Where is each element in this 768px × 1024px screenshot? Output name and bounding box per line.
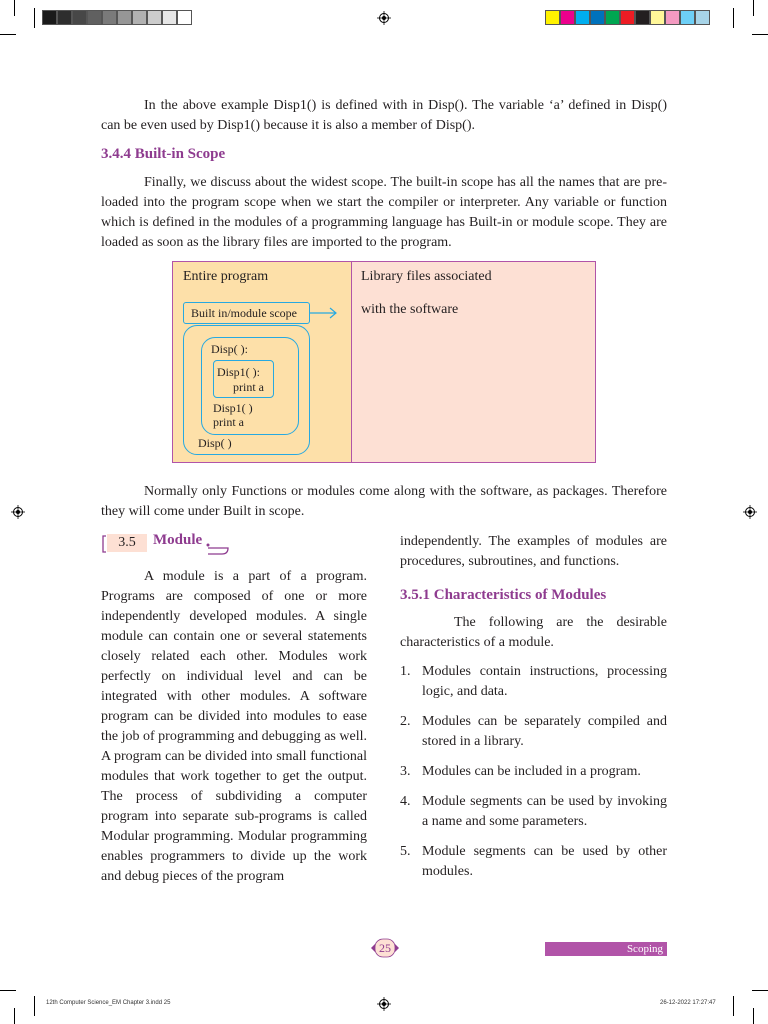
list-item: 4. Module segments can be used by invoking a name and some parameters. (400, 794, 667, 829)
characteristics-intro: The following are the desirable characteristics of a module. (400, 615, 667, 650)
list-item: 3. Modules can be included in a program. (400, 764, 641, 779)
characteristics-list (400, 662, 667, 892)
color-swatch (605, 10, 620, 25)
library-files-panel (352, 262, 595, 462)
gray-swatch (42, 10, 57, 25)
registration-mark-icon (11, 505, 25, 519)
after-figure-paragraph: Normally only Functions or modules come along with the software, as packages. Therefore they will come under Built in scope. (101, 484, 667, 519)
list-item: 2. Modules can be separately compiled and stored in a library. (400, 714, 667, 749)
color-swatch (620, 10, 635, 25)
gray-swatch (72, 10, 87, 25)
library-files-label-cont: with the software (361, 302, 459, 317)
disp-call: Disp( ) (198, 436, 232, 450)
arrow-right-icon (310, 306, 338, 320)
color-swatch (695, 10, 710, 25)
gray-swatch (162, 10, 177, 25)
library-files-label: Library files associated (361, 269, 492, 284)
builtin-scope-paragraph: Finally, we discuss about the widest scope. The built-in scope has all the names that are pre-loaded into the program scope when we start the compiler or interpreter. Any variable or function which is defined in the modules of a programming language has Built-in or module scope. They are loaded as soon as the library files are imported to the program. (101, 175, 667, 250)
builtin-scope-heading: 3.4.4 Built-in Scope (101, 146, 226, 162)
color-swatch (635, 10, 650, 25)
intro-paragraph: In the above example Disp1() is defined with in Disp(). The variable ‘a’ defined in Disp() can be even used by Disp1() because it is also a member of Disp(). (101, 98, 667, 133)
gray-swatch (87, 10, 102, 25)
disp1-print: print a (233, 380, 264, 394)
list-item: 1. Modules contain instructions, processing logic, and data. (400, 664, 667, 699)
registration-mark-icon (377, 997, 391, 1011)
timestamp-slug: 26-12-2022 17:27:47 (660, 1000, 716, 1006)
entire-program-label: Entire program (183, 269, 269, 284)
gray-swatch (147, 10, 162, 25)
page-number: 25 (379, 941, 391, 955)
registration-mark-icon (743, 505, 757, 519)
gray-swatch (117, 10, 132, 25)
list-item: 5. Module segments can be used by other modules. (400, 844, 667, 879)
color-swatch (560, 10, 575, 25)
disp1-header: Disp1( ): (217, 365, 260, 379)
color-swatch (680, 10, 695, 25)
color-swatch (590, 10, 605, 25)
gray-swatch (102, 10, 117, 25)
registration-mark-icon (377, 11, 391, 25)
section-title: Module (153, 532, 203, 548)
gray-swatch (132, 10, 147, 25)
color-swatch (665, 10, 680, 25)
section-number: 3.5 (107, 534, 147, 552)
gray-color-bar (42, 10, 192, 25)
color-swatch (575, 10, 590, 25)
builtin-scope-label: Built in/module scope (191, 306, 297, 320)
color-swatch (545, 10, 560, 25)
chapter-footer: Scoping (545, 942, 667, 956)
module-paragraph-continuation: independently. The examples of modules are procedures, subroutines, and functions. (400, 534, 667, 569)
scope-diagram (172, 261, 596, 463)
file-slug: 12th Computer Science_EM Chapter 3.indd 25 (46, 1000, 171, 1006)
disp-header: Disp( ): (211, 342, 248, 356)
module-paragraph: A module is a part of a program. Programs are composed of one or more independently developed modules. A single module can contain one or several statements closely related each other. Modules work perfectly on individual level and can be integrated with other modules. A software program can be divided into modules to ease the job of programming and debugging as well. A program can be divided into small functional modules that work together to get the output. The process of subdividing a computer program into separate sub-programs is called Modular programming. Modular programming enables programmers to divide up the work and debug pieces of the program (101, 569, 367, 884)
process-color-bar (545, 10, 710, 25)
characteristics-heading: 3.5.1 Characteristics of Modules (400, 587, 607, 603)
color-swatch (650, 10, 665, 25)
gray-swatch (57, 10, 72, 25)
disp1-call: Disp1( ) (213, 401, 253, 415)
disp-print: print a (213, 415, 244, 429)
gray-swatch (177, 10, 192, 25)
